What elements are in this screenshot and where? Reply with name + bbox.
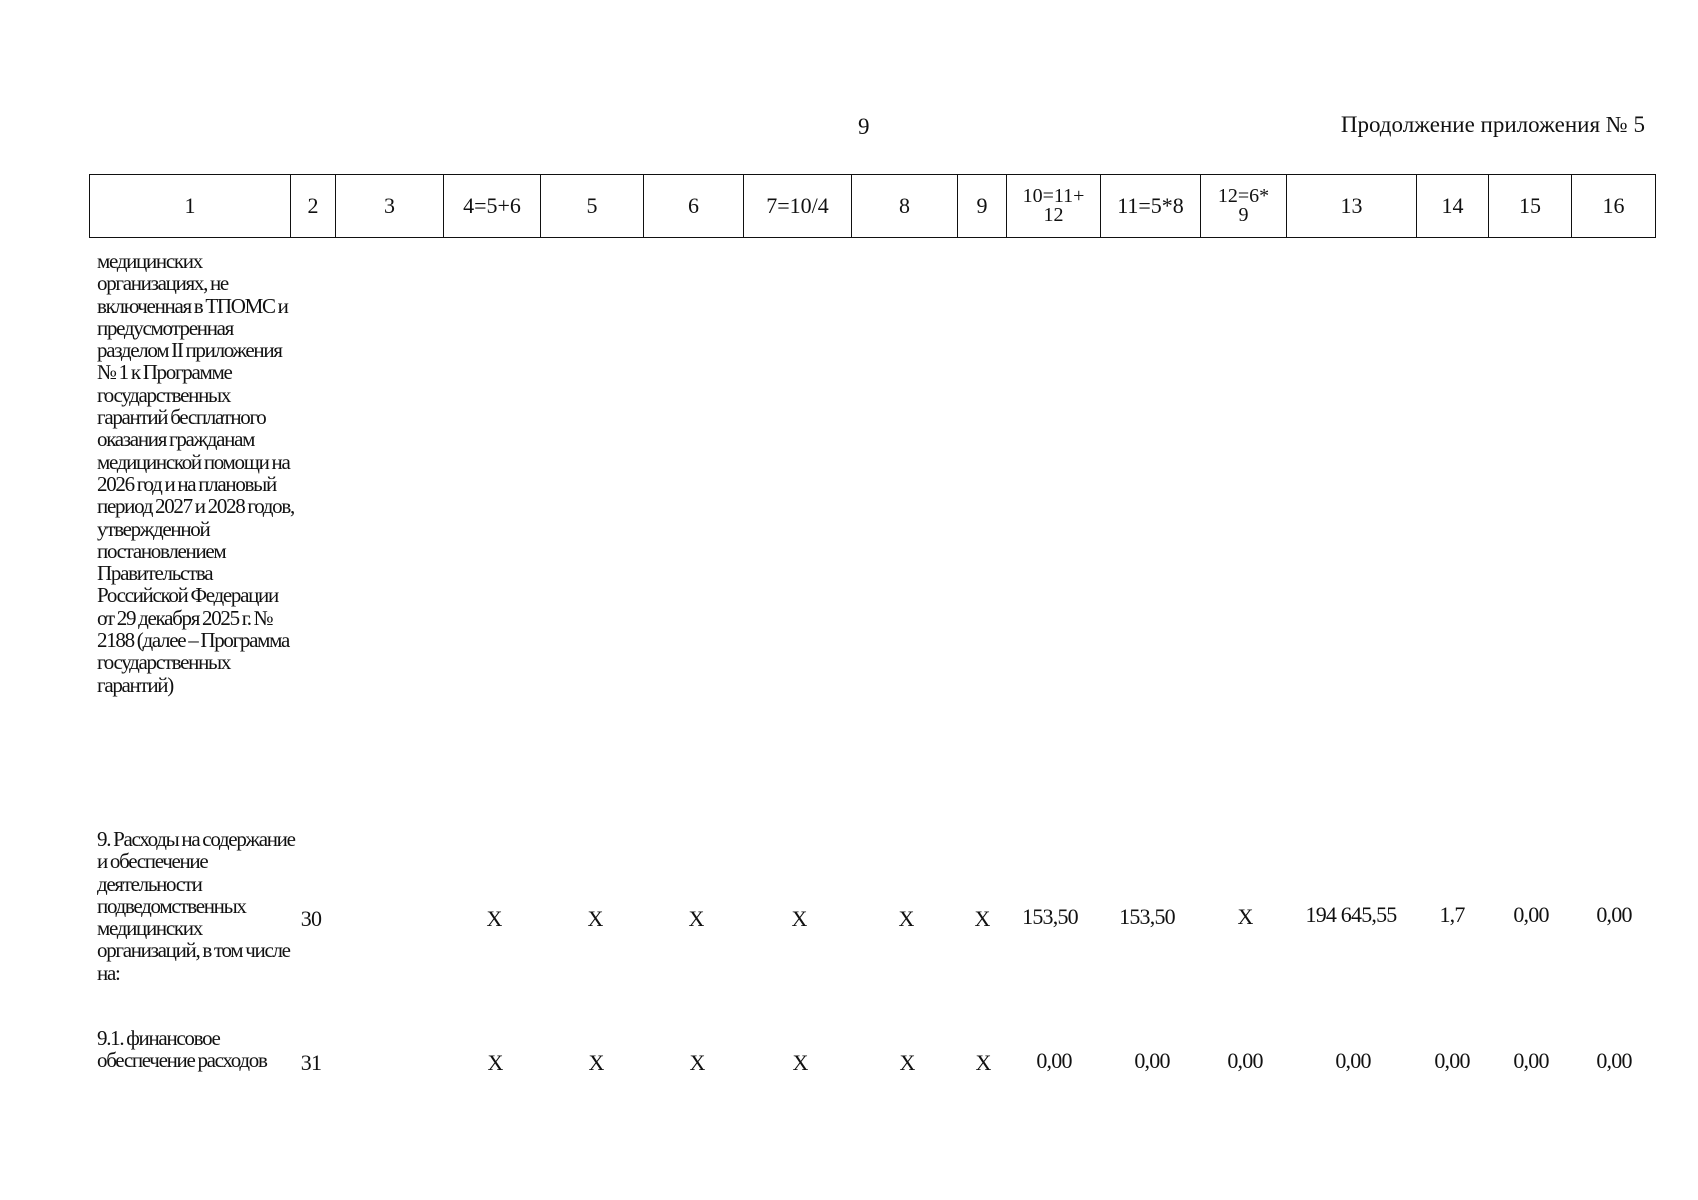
row-cell: X — [974, 906, 990, 931]
header-cell: 15 — [1489, 175, 1572, 238]
header-row — [90, 175, 1656, 238]
header-cell: 9 — [958, 175, 1007, 238]
header-cell: 10=11+ 12 — [1007, 175, 1101, 238]
row-cell: X — [486, 906, 502, 931]
row-cell: X — [791, 906, 807, 931]
row-cell: 0,00 — [1513, 902, 1549, 927]
row-cell: 0,00 — [1036, 1048, 1072, 1073]
header-cell: 7=10/4 — [744, 175, 852, 238]
row-cell: 0,00 — [1434, 1048, 1470, 1073]
row-cell: 153,50 — [1119, 904, 1175, 929]
row-cell: 0,00 — [1227, 1048, 1263, 1073]
header-cell: 14 — [1417, 175, 1489, 238]
header-cell: 8 — [852, 175, 958, 238]
row-cell: 0,00 — [1596, 902, 1632, 927]
row-label: медицинских организациях, не включенная в ТПОМС и предусмотренная разделом II приложения № 1 к Программе государственных гарантий бесплатного оказания гражданам медицинской помощи на 2026 год и на плановый период 2027 и 2028 годов, утвержденной постановлением Правительства Российской Федерации от 29 декабря 2025 г. № 2188 (далее – Программа государственных гарантий) — [97, 249, 294, 697]
row-cell: X — [689, 1050, 705, 1075]
row-cell: X — [899, 1050, 915, 1075]
row-cell: X — [587, 906, 603, 931]
row-cell: X — [1237, 904, 1253, 929]
row-cell: 153,50 — [1022, 904, 1078, 929]
header-cell: 2 — [291, 175, 336, 238]
row-cell: X — [975, 1050, 991, 1075]
header-cell: 4=5+6 — [444, 175, 541, 238]
page-number: 9 — [858, 114, 870, 139]
appendix-title: Продолжение приложения № 5 — [1340, 112, 1645, 137]
row-cell: 0,00 — [1335, 1048, 1371, 1073]
row-label: 9. Расходы на содержание и обеспечение деятельности подведомственных медицинских организаций, в том числе на: — [97, 827, 295, 985]
column-number-header — [89, 174, 1656, 238]
row-cell: X — [792, 1050, 808, 1075]
row-cell: 0,00 — [1134, 1048, 1170, 1073]
row-cell: X — [688, 906, 704, 931]
header-cell: 1 — [90, 175, 291, 238]
row-cell: 30 — [300, 906, 322, 931]
row-cell: X — [898, 906, 914, 931]
row-cell: X — [588, 1050, 604, 1075]
header-cell: 6 — [644, 175, 744, 238]
row-label: 9.1. финансовое обеспечение расходов — [97, 1026, 267, 1073]
row-cell: X — [487, 1050, 503, 1075]
header-cell: 16 — [1572, 175, 1656, 238]
row-cell: 1,7 — [1439, 902, 1465, 927]
header-cell: 12=6* 9 — [1201, 175, 1287, 238]
header-cell: 3 — [336, 175, 444, 238]
header-cell: 11=5*8 — [1101, 175, 1201, 238]
row-cell: 0,00 — [1513, 1048, 1549, 1073]
row-cell: 31 — [300, 1050, 322, 1075]
header-cell: 5 — [541, 175, 644, 238]
row-cell: 194 645,55 — [1305, 902, 1397, 927]
header-cell: 13 — [1287, 175, 1417, 238]
row-cell: 0,00 — [1596, 1048, 1632, 1073]
